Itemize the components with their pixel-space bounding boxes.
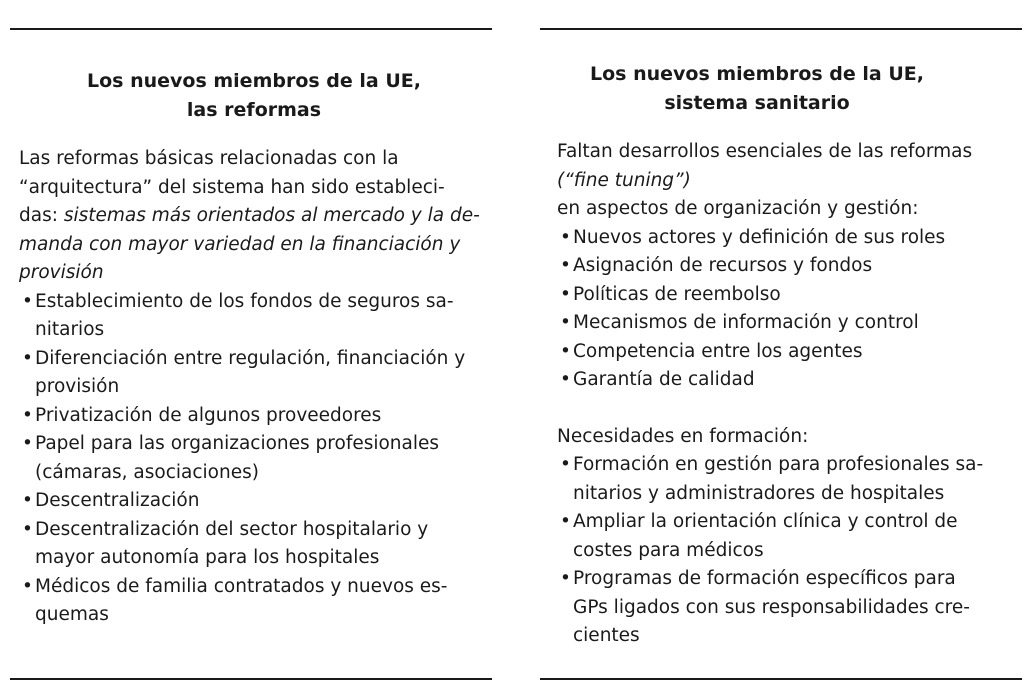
list-item-line: • Diferenciación entre regulación, financiación y bbox=[35, 347, 466, 369]
list-item-line: • Médicos de familia contratados y nuevos es- bbox=[35, 575, 448, 597]
list-item-line: • Programas de formación específicos para bbox=[573, 568, 956, 589]
list-item: • Garantía de calidad bbox=[557, 366, 1017, 395]
list-item-line: mayor autonomía para los hospitales bbox=[35, 547, 380, 568]
left-title-line: Los nuevos miembros de la UE, bbox=[86, 70, 421, 92]
list-item: • Políticas de reembolso bbox=[557, 281, 1017, 310]
list-item-line: (cámaras, asociaciones) bbox=[35, 461, 259, 483]
list-item-line: • Privatización de algunos proveedores bbox=[35, 404, 382, 426]
list-item bbox=[19, 430, 489, 487]
right-intro-line: Faltan desarrollos esenciales de las reformas bbox=[557, 141, 973, 162]
list-item-line: costes para médicos bbox=[573, 539, 764, 561]
list-item bbox=[19, 573, 489, 630]
right-title-line: Los nuevos miembros de la UE, bbox=[589, 63, 924, 85]
list-item: • Asignación de recursos y fondos bbox=[557, 252, 1017, 281]
list-item bbox=[19, 288, 489, 345]
intro-italic: sistemas más orientados al mercado y la de- bbox=[63, 205, 480, 226]
list-item-line: provisión bbox=[35, 376, 120, 397]
left-column bbox=[19, 67, 489, 630]
needs-bullet-list bbox=[557, 451, 1017, 651]
list-item-line: • Descentralización bbox=[35, 490, 200, 511]
right-column bbox=[557, 60, 1017, 651]
list-item: • Mecanismos de información y control bbox=[557, 309, 1017, 338]
list-item-line: GPs ligados con sus responsabilidades cre- bbox=[573, 596, 970, 618]
list-item-line: cientes bbox=[573, 625, 640, 646]
list-item-line: nitarios y administradores de hospitales bbox=[573, 482, 945, 504]
list-item-line: • Ampliar la orientación clínica y control de bbox=[573, 511, 958, 532]
list-item-line: • Establecimiento de los fondos de seguros sa- bbox=[35, 290, 454, 312]
left-intro-line bbox=[19, 202, 489, 231]
left-intro-line: “arquitectura” del sistema han sido estableci- bbox=[19, 176, 445, 198]
left-intro-line: Las reformas básicas relacionadas con la bbox=[19, 148, 399, 169]
list-item-line: • Formación en gestión para profesionales sa- bbox=[573, 454, 984, 475]
right-intro-line: en aspectos de organización y gestión: bbox=[557, 198, 919, 219]
left-intro-line: provisión bbox=[19, 262, 104, 283]
list-item-line: quemas bbox=[35, 604, 109, 625]
list-item-line: • Papel para las organizaciones profesionales bbox=[35, 433, 440, 454]
list-item bbox=[19, 487, 489, 516]
top-rule-right bbox=[540, 28, 1022, 30]
left-title-line: las reformas bbox=[186, 99, 322, 121]
list-item-line: • Descentralización del sector hospitalario y bbox=[35, 518, 429, 540]
bottom-rule-right bbox=[540, 678, 1022, 680]
list-item bbox=[19, 402, 489, 431]
intro-prefix: das: bbox=[19, 205, 64, 226]
top-rule-left bbox=[10, 28, 492, 30]
right-title-line: sistema sanitario bbox=[664, 92, 850, 114]
right-bullet-list bbox=[557, 224, 1017, 395]
list-item: • Competencia entre los agentes bbox=[557, 338, 1017, 367]
list-item bbox=[557, 508, 1017, 565]
list-item: • Nuevos actores y definición de sus roles bbox=[557, 224, 1017, 253]
bottom-rule-left bbox=[10, 678, 492, 680]
list-item bbox=[557, 451, 1017, 508]
left-intro bbox=[19, 145, 489, 288]
left-bullet-list bbox=[19, 288, 489, 630]
right-title bbox=[557, 60, 957, 118]
needs-title: Necesidades en formación: bbox=[557, 425, 809, 447]
list-item bbox=[19, 516, 489, 573]
left-title bbox=[19, 67, 489, 125]
list-item bbox=[557, 565, 1017, 651]
list-item-line: nitarios bbox=[35, 319, 105, 340]
left-intro-line: manda con mayor variedad en la financiación y bbox=[19, 233, 461, 255]
right-intro-italic: (“fine tuning”) bbox=[557, 169, 691, 191]
list-item bbox=[19, 345, 489, 402]
right-intro bbox=[557, 138, 1017, 224]
